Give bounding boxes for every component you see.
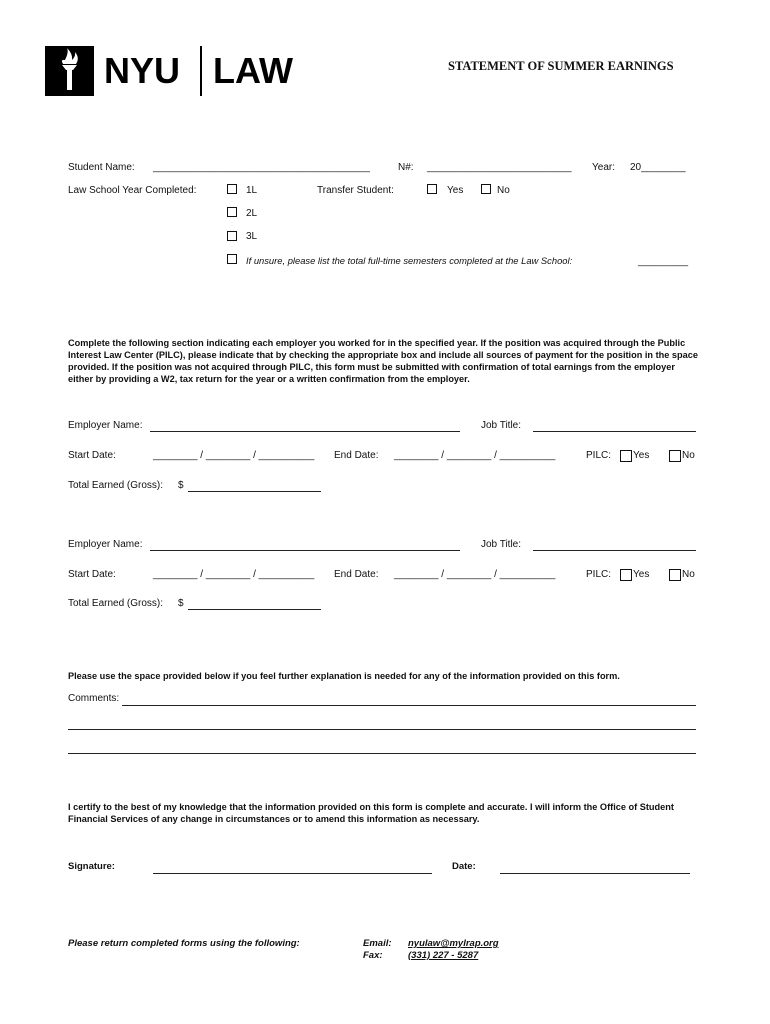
transfer-no-checkbox[interactable]: [481, 184, 491, 194]
start-date-label: Start Date:: [68, 569, 116, 580]
semesters-field[interactable]: _________: [638, 256, 689, 267]
dollar-sign: $: [178, 480, 184, 491]
pilc-no-label: No: [682, 569, 695, 580]
instructions-paragraph: Complete the following section indicating each employer you worked for in the specified year. If the position was acquired through the Public Interest Law Center (PILC), please indicate that by checking the appropriate box and include all sources of payment for the position in the space provided. If the position was not acquired through PILC, this form must be submitted with confirmation of total earnings from the employer either by providing a W2, tax return for the year or a written confirmation from the employer.: [68, 338, 698, 384]
transfer-yes-checkbox[interactable]: [427, 184, 437, 194]
end-date-label: End Date:: [334, 450, 379, 461]
pilc-no-label: No: [682, 450, 695, 461]
comments-line-1[interactable]: [122, 694, 696, 706]
comments-label: Comments:: [68, 693, 120, 704]
page-title: STATEMENT OF SUMMER EARNINGS: [448, 59, 674, 73]
start-date-label: Start Date:: [68, 450, 116, 461]
date-label: Date:: [452, 861, 476, 872]
date-field[interactable]: [500, 862, 690, 874]
total-earned-label: Total Earned (Gross):: [68, 598, 164, 609]
pilc-yes-checkbox[interactable]: [620, 450, 632, 462]
return-instructions: Please return completed forms using the following:: [68, 938, 300, 949]
end-date-field[interactable]: ________ / ________ / __________: [394, 569, 556, 580]
comments-line-3[interactable]: [68, 742, 696, 754]
job-title-label: Job Title:: [481, 420, 522, 431]
logo-divider: [200, 46, 202, 96]
checkbox-1l[interactable]: [227, 184, 237, 194]
start-date-field[interactable]: ________ / ________ / __________: [153, 450, 315, 461]
pilc-no-checkbox[interactable]: [669, 450, 681, 462]
job-title-field[interactable]: [533, 539, 696, 551]
pilc-label: PILC:: [586, 450, 612, 461]
employer-name-field[interactable]: [150, 539, 460, 551]
job-title-field[interactable]: [533, 420, 696, 432]
year-label: Year:: [592, 162, 615, 173]
pilc-yes-checkbox[interactable]: [620, 569, 632, 581]
certification-paragraph: I certify to the best of my knowledge that the information provided on this form is complete and accurate. I will inform the Office of Student Financial Services of any change in circumstances or to amend this information as necessary.: [68, 802, 674, 824]
transfer-yes-label: Yes: [447, 185, 464, 196]
fax-label: Fax:: [363, 950, 383, 961]
end-date-field[interactable]: ________ / ________ / __________: [394, 450, 556, 461]
email-label: Email:: [363, 938, 392, 949]
signature-field[interactable]: [153, 862, 432, 874]
signature-label: Signature:: [68, 861, 115, 872]
student-name-field[interactable]: _______________________________________: [153, 162, 370, 173]
checkbox-3l[interactable]: [227, 231, 237, 241]
transfer-student-label: Transfer Student:: [317, 185, 394, 196]
job-title-label: Job Title:: [481, 539, 522, 550]
pilc-yes-label: Yes: [633, 569, 650, 580]
start-date-field[interactable]: ________ / ________ / __________: [153, 569, 315, 580]
torch-icon: [45, 46, 94, 96]
fax-number: (331) 227 - 5287: [408, 950, 479, 961]
employer-name-field[interactable]: [150, 420, 460, 432]
option-2l-label: 2L: [246, 208, 258, 219]
email-link[interactable]: nyulaw@mylrap.org: [408, 938, 499, 949]
unsure-label: If unsure, please list the total full-time semesters completed at the Law School:: [246, 255, 573, 266]
n-number-field[interactable]: __________________________: [427, 162, 572, 173]
dollar-sign: $: [178, 598, 184, 609]
year-completed-label: Law School Year Completed:: [68, 185, 197, 196]
pilc-yes-label: Yes: [633, 450, 650, 461]
n-number-label: N#:: [398, 162, 414, 173]
total-earned-label: Total Earned (Gross):: [68, 480, 164, 491]
student-name-label: Student Name:: [68, 162, 135, 173]
transfer-no-label: No: [497, 185, 510, 196]
option-1l-label: 1L: [246, 185, 258, 196]
comments-line-2[interactable]: [68, 718, 696, 730]
logo-text-law: LAW: [213, 50, 293, 91]
total-earned-field[interactable]: [188, 598, 321, 610]
comments-prompt: Please use the space provided below if you feel further explanation is needed for any of the information provided on this form.: [68, 671, 620, 681]
employer-name-label: Employer Name:: [68, 539, 143, 550]
pilc-label: PILC:: [586, 569, 612, 580]
employer-name-label: Employer Name:: [68, 420, 143, 431]
end-date-label: End Date:: [334, 569, 379, 580]
total-earned-field[interactable]: [188, 480, 321, 492]
option-3l-label: 3L: [246, 231, 258, 242]
checkbox-2l[interactable]: [227, 207, 237, 217]
year-field[interactable]: 20________: [630, 162, 686, 173]
pilc-no-checkbox[interactable]: [669, 569, 681, 581]
checkbox-unsure[interactable]: [227, 254, 237, 264]
logo-text-nyu: NYU: [104, 50, 181, 91]
